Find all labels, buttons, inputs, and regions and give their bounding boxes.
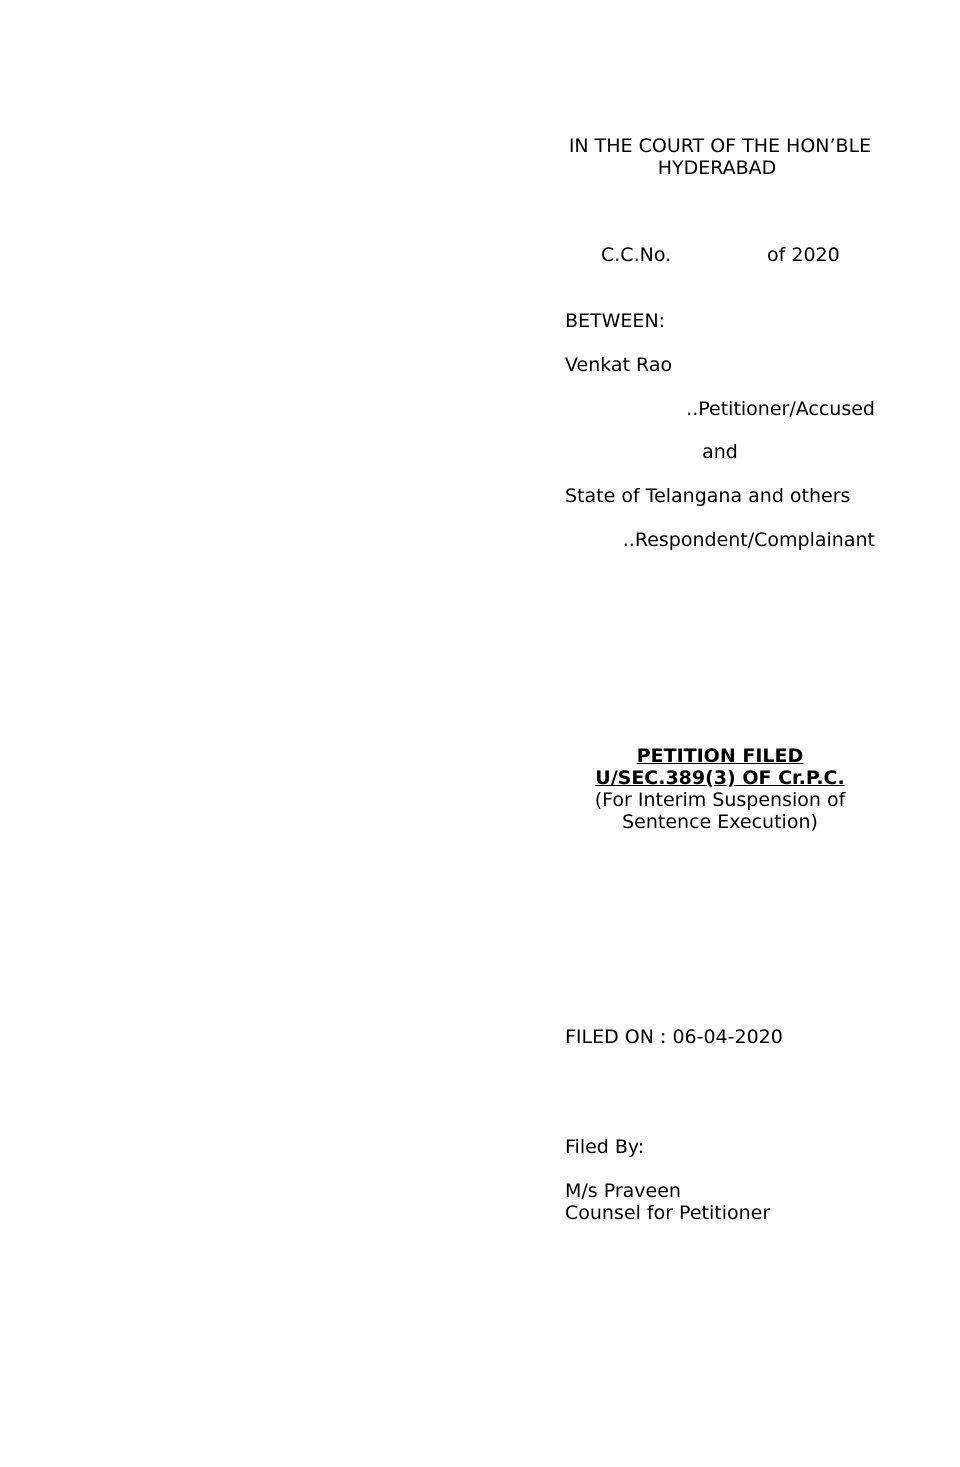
petitioner-name: Venkat Rao <box>565 354 673 376</box>
petition-title-line1: PETITION FILED <box>636 745 804 767</box>
court-heading-line2: HYDERABAD <box>657 157 777 179</box>
filed-by-label: Filed By: <box>565 1136 645 1158</box>
court-heading-line1: IN THE COURT OF THE HON’BLE <box>568 135 872 157</box>
filed-on-date: FILED ON : 06-04-2020 <box>565 1026 783 1048</box>
petition-title <box>565 745 875 833</box>
between-label: BETWEEN: <box>565 310 666 332</box>
counsel-block <box>565 1180 770 1224</box>
court-heading <box>565 135 875 179</box>
counsel-role: Counsel for Petitioner <box>565 1202 771 1224</box>
respondent-role: ..Respondent/Complainant <box>622 529 875 551</box>
conjunction-and: and <box>702 441 738 463</box>
case-number-prefix: C.C.No. <box>601 244 672 266</box>
respondent-name: State of Telangana and others <box>565 485 851 507</box>
counsel-name: M/s Praveen <box>565 1180 681 1202</box>
petition-purpose-line1: (For Interim Suspension of <box>594 789 846 811</box>
petitioner-role: ..Petitioner/Accused <box>686 398 875 420</box>
case-number-year: of 2020 <box>767 244 840 266</box>
petition-purpose-line2: Sentence Execution) <box>622 811 818 833</box>
petition-title-line2: U/SEC.389(3) OF Cr.P.C. <box>595 767 845 789</box>
